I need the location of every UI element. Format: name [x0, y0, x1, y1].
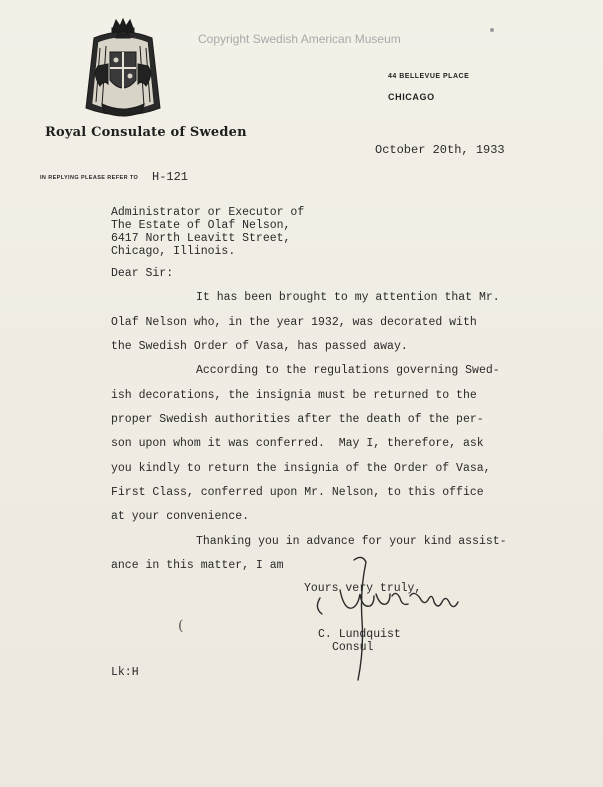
recipient-line: Chicago, Illinois. [111, 245, 236, 258]
body-line: Olaf Nelson who, in the year 1932, was decorated with [111, 316, 477, 329]
handwritten-signature-icon [300, 550, 480, 690]
body-line: ance in this matter, I am [111, 559, 284, 572]
body-line: at your convenience. [111, 510, 250, 523]
body-line: ish decorations, the insignia must be returned to the [111, 389, 477, 402]
body-line: son upon whom it was conferred. May I, therefore, ask [111, 437, 484, 450]
body-line: First Class, conferred upon Mr. Nelson, to this office [111, 486, 484, 499]
closing: Yours very truly, [304, 582, 422, 595]
salutation: Dear Sir: [111, 267, 174, 280]
typist-initials: Lk:H [111, 666, 139, 679]
signatory-name: C. Lundquist [318, 628, 401, 641]
body-line: It has been brought to my attention that Mr. [196, 291, 500, 304]
copyright-watermark: Copyright Swedish American Museum [198, 32, 401, 46]
body-line: proper Swedish authorities after the death of the per- [111, 413, 484, 426]
letter-date: October 20th, 1933 [375, 143, 505, 157]
reference-number: H-121 [152, 170, 189, 184]
body-line: Thanking you in advance for your kind assist- [196, 535, 507, 548]
paper-speck [490, 28, 494, 32]
body-line: you kindly to return the insignia of the Order of Vasa, [111, 462, 491, 475]
swedish-coat-of-arms-icon [80, 18, 166, 126]
recipient-line: The Estate of Olaf Nelson, [111, 219, 291, 232]
address-city: CHICAGO [388, 92, 435, 102]
recipient-line: Administrator or Executor of [111, 206, 305, 219]
address-street: 44 BELLEVUE PLACE [388, 73, 470, 80]
reference-label: IN REPLYING PLEASE REFER TO [40, 175, 139, 181]
signatory-title: Consul [332, 641, 374, 654]
stray-mark: ( [178, 618, 184, 634]
body-line: According to the regulations governing Swed- [196, 364, 500, 377]
consulate-name: Royal Consulate of Sweden [45, 125, 247, 140]
body-line: the Swedish Order of Vasa, has passed away. [111, 340, 408, 353]
recipient-line: 6417 North Leavitt Street, [111, 232, 291, 245]
